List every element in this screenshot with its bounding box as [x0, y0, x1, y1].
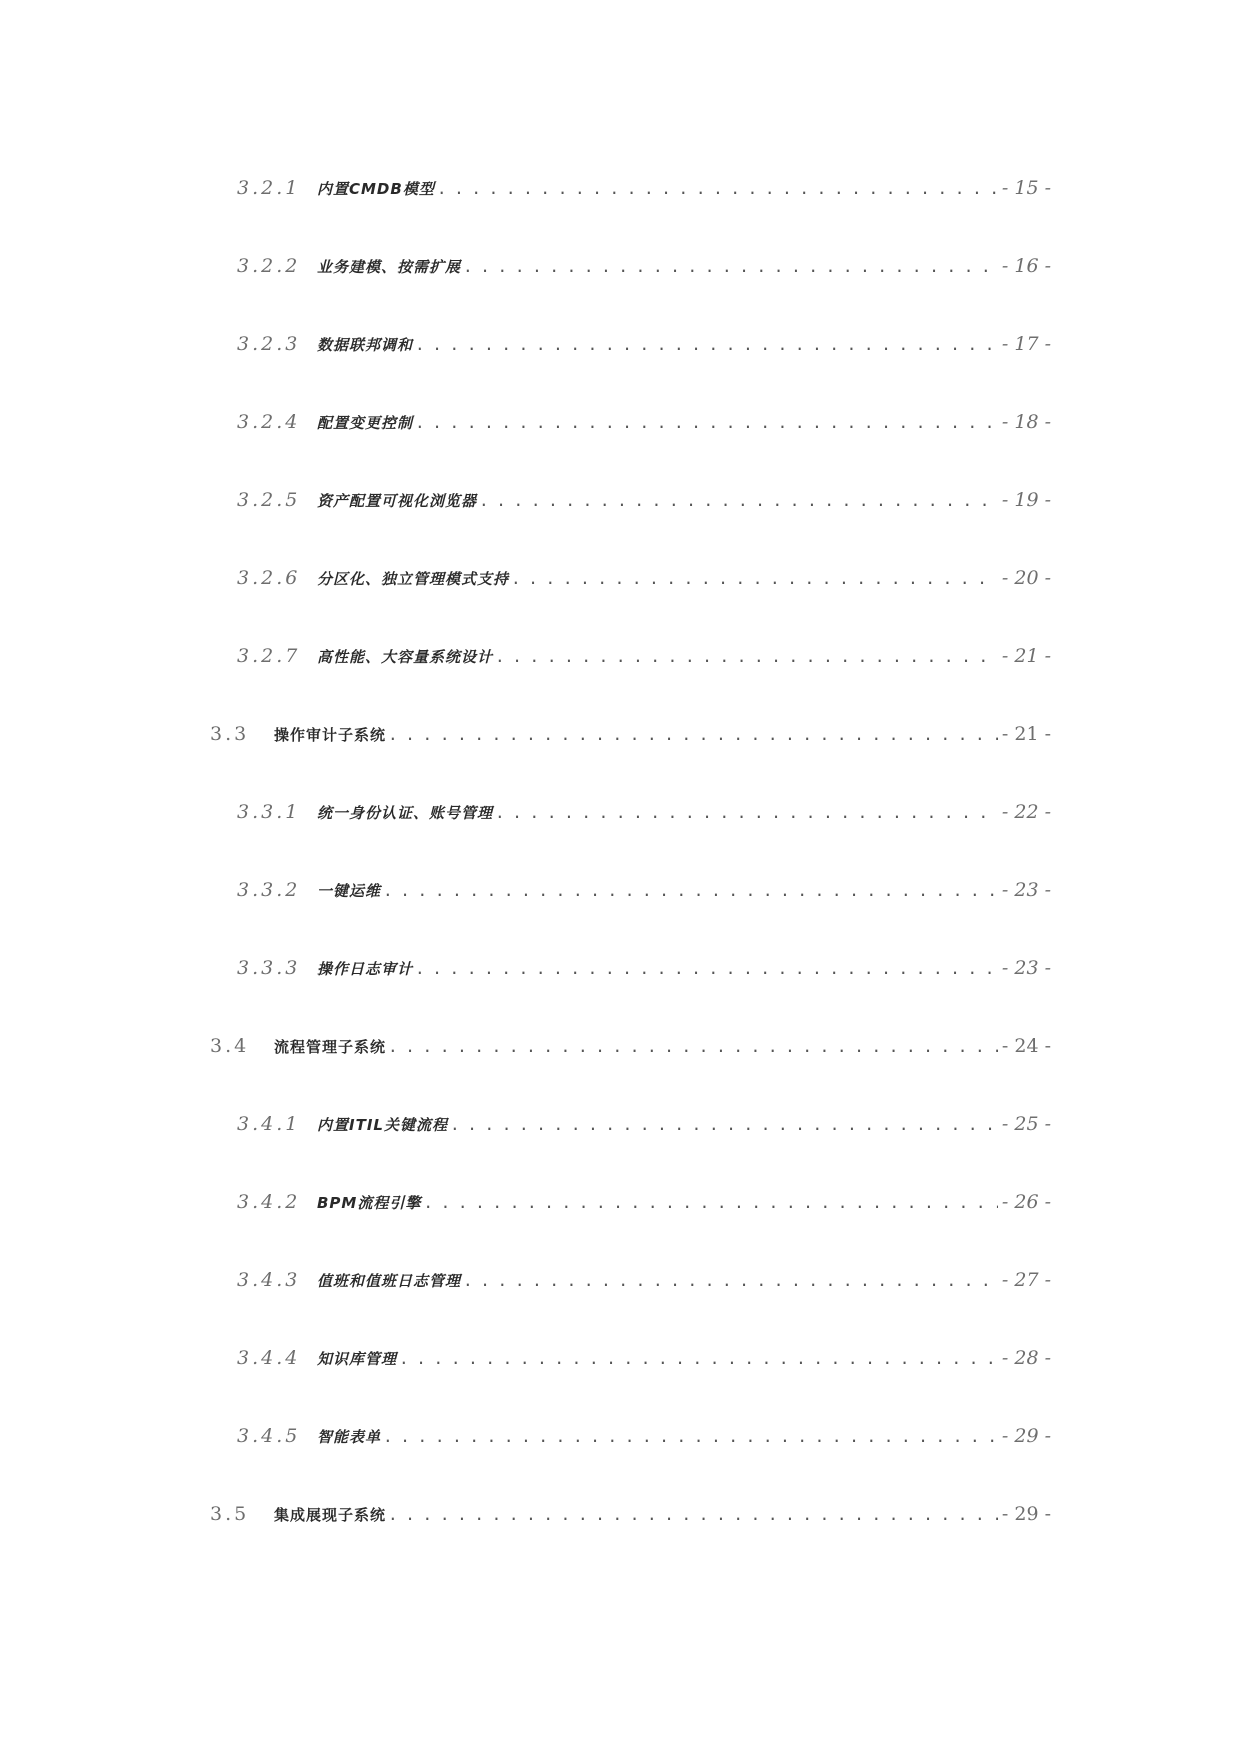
toc-title: BPM流程引擎 [317, 1193, 422, 1212]
toc-leader-dots [423, 1193, 998, 1212]
toc-page-number: - 24 - [1001, 1035, 1051, 1057]
toc-leader-dots [388, 1037, 998, 1056]
toc-leader-dots [511, 569, 998, 588]
toc-entry-3-2-1[interactable] [237, 168, 1051, 208]
toc-number: 3.4.3 [237, 1269, 301, 1291]
toc-page-number: - 29 - [1001, 1503, 1051, 1525]
toc-leader-dots [463, 1271, 998, 1290]
toc-entry-3-2-7[interactable] [237, 636, 1051, 676]
toc-title: 配置变更控制 [317, 413, 414, 432]
toc-title: 一键运维 [317, 881, 382, 900]
toc-page-number: - 19 - [1001, 489, 1051, 511]
toc-entry-3-2-2[interactable] [237, 246, 1051, 286]
toc-leader-dots [399, 1349, 998, 1368]
toc-title: 智能表单 [317, 1427, 382, 1446]
toc-entry-3-2-6[interactable] [237, 558, 1051, 598]
toc-page-number: - 21 - [1001, 645, 1051, 667]
toc-number: 3.2.6 [237, 567, 301, 589]
toc-title: 统一身份认证、账号管理 [317, 803, 494, 822]
toc-leader-dots [388, 725, 998, 744]
toc-entry-3-3[interactable] [210, 714, 1051, 754]
toc-page-number: - 23 - [1001, 879, 1051, 901]
toc-title: 操作审计子系统 [274, 725, 387, 744]
toc-title: 值班和值班日志管理 [317, 1271, 462, 1290]
toc-leader-dots [437, 179, 998, 198]
toc-title: 知识库管理 [317, 1349, 398, 1368]
toc-entry-3-4-4[interactable] [237, 1338, 1051, 1378]
toc-number: 3.3.1 [237, 801, 301, 823]
toc-entry-3-4-1[interactable] [237, 1104, 1051, 1144]
toc-number: 3.4.1 [237, 1113, 301, 1135]
toc-title: 数据联邦调和 [317, 335, 414, 354]
toc-page-number: - 25 - [1001, 1113, 1051, 1135]
toc-entry-3-4-5[interactable] [237, 1416, 1051, 1456]
toc-entry-3-2-3[interactable] [237, 324, 1051, 364]
toc-leader-dots [450, 1115, 998, 1134]
toc-entry-3-3-2[interactable] [237, 870, 1051, 910]
toc-title: 操作日志审计 [317, 959, 414, 978]
toc-leader-dots [383, 1427, 998, 1446]
toc-page-number: - 22 - [1001, 801, 1051, 823]
toc-entry-3-4-3[interactable] [237, 1260, 1051, 1300]
toc-title: 资产配置可视化浏览器 [317, 491, 478, 510]
toc-page-number: - 27 - [1001, 1269, 1051, 1291]
toc-page-number: - 18 - [1001, 411, 1051, 433]
toc-page-number: - 23 - [1001, 957, 1051, 979]
toc-entry-3-4-2[interactable] [237, 1182, 1051, 1222]
toc-page-number: - 16 - [1001, 255, 1051, 277]
toc-leader-dots [495, 803, 998, 822]
toc-number: 3.3.2 [237, 879, 301, 901]
toc-title: 业务建模、按需扩展 [317, 257, 462, 276]
toc-leader-dots [479, 491, 998, 510]
toc-number: 3.2.4 [237, 411, 301, 433]
toc-title: 分区化、独立管理模式支持 [317, 569, 510, 588]
toc-page-number: - 21 - [1001, 723, 1051, 745]
toc-number: 3.5 [210, 1503, 250, 1525]
toc-number: 3.3 [210, 723, 250, 745]
toc-title: 高性能、大容量系统设计 [317, 647, 494, 666]
toc-number: 3.2.7 [237, 645, 301, 667]
toc-number: 3.2.5 [237, 489, 301, 511]
toc-number: 3.3.3 [237, 957, 301, 979]
toc-entry-3-2-4[interactable] [237, 402, 1051, 442]
toc-leader-dots [463, 257, 998, 276]
toc-entry-3-2-5[interactable] [237, 480, 1051, 520]
toc-title: 内置CMDB模型 [317, 179, 435, 198]
toc-number: 3.4.4 [237, 1347, 301, 1369]
toc-leader-dots [495, 647, 998, 666]
toc-page-number: - 17 - [1001, 333, 1051, 355]
toc-leader-dots [415, 335, 998, 354]
toc-leader-dots [383, 881, 998, 900]
toc-title: 流程管理子系统 [274, 1037, 387, 1056]
toc-title: 集成展现子系统 [274, 1505, 387, 1524]
toc-page-number: - 28 - [1001, 1347, 1051, 1369]
toc-number: 3.2.3 [237, 333, 301, 355]
toc-number: 3.4 [210, 1035, 250, 1057]
toc-entry-3-5[interactable] [210, 1494, 1051, 1534]
toc-leader-dots [415, 959, 998, 978]
toc-leader-dots [415, 413, 998, 432]
toc-page-number: - 15 - [1001, 177, 1051, 199]
toc-page-number: - 26 - [1001, 1191, 1051, 1213]
toc-entry-3-4[interactable] [210, 1026, 1051, 1066]
toc-page-number: - 20 - [1001, 567, 1051, 589]
toc-entry-3-3-3[interactable] [237, 948, 1051, 988]
toc-page-number: - 29 - [1001, 1425, 1051, 1447]
toc-number: 3.2.1 [237, 177, 301, 199]
toc-number: 3.2.2 [237, 255, 301, 277]
toc-number: 3.4.5 [237, 1425, 301, 1447]
toc-entry-3-3-1[interactable] [237, 792, 1051, 832]
toc-title: 内置ITIL关键流程 [317, 1115, 448, 1134]
toc-leader-dots [388, 1505, 998, 1524]
toc-number: 3.4.2 [237, 1191, 301, 1213]
